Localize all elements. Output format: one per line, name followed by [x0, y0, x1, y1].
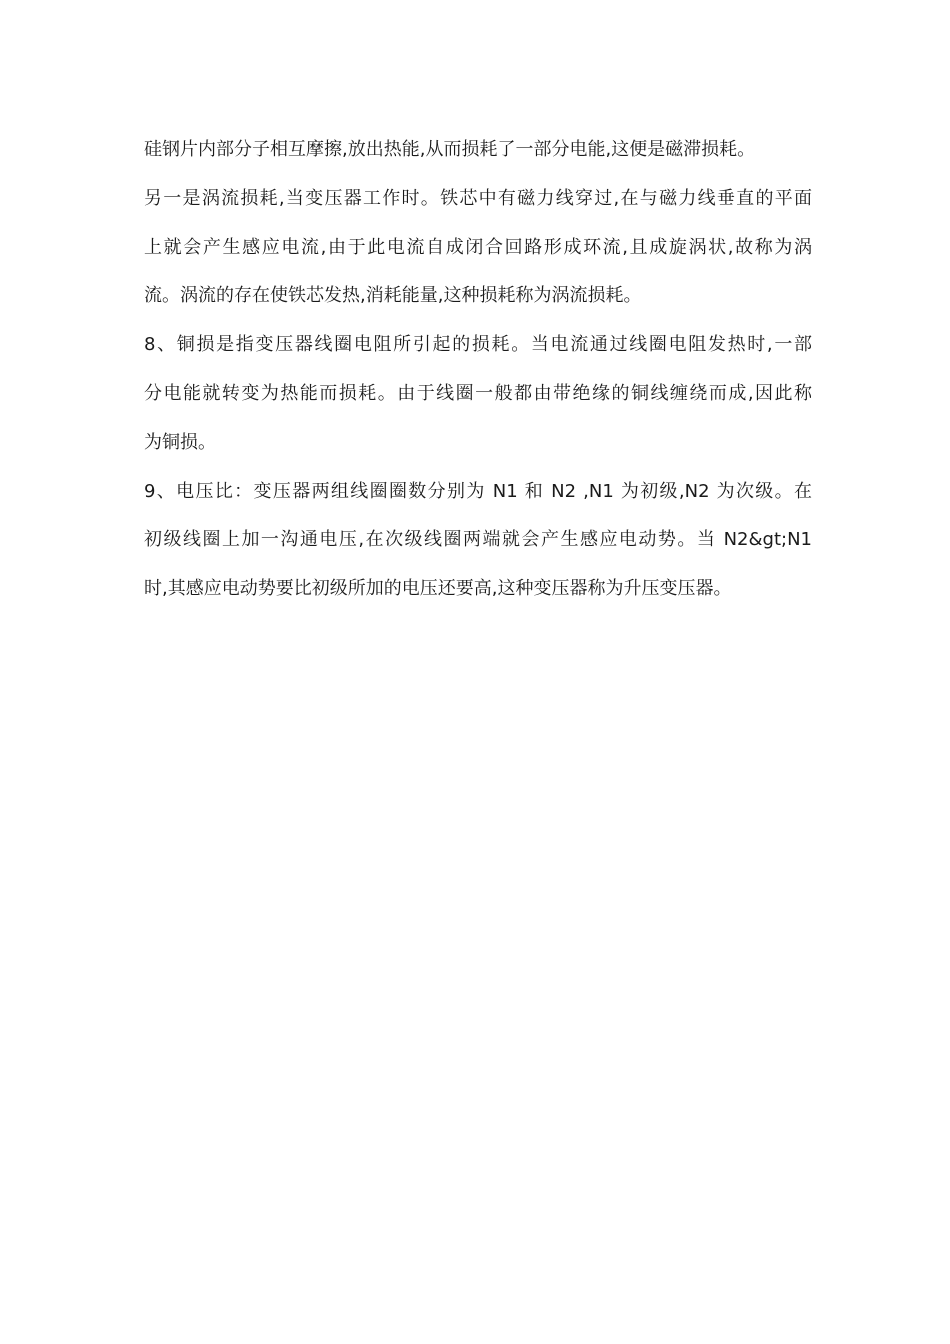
text-line-copper-3: 为铜损。 [144, 431, 216, 453]
text-line-hysteresis-end: 硅钢片内部分子相互摩擦,放出热能,从而损耗了一部分电能,这便是磁滞损耗。 [144, 139, 756, 160]
body-text [144, 126, 812, 614]
text-line-voltage-ratio-1: 9、电压比：变压器两组线圈圈数分别为 N1 和 N2 ,N1 为初级,N2 为次级。在 [144, 480, 812, 502]
text-line-voltage-ratio-2: 初级线圈上加一沟通电压,在次级线圈两端就会产生感应电动势。当 N2&gt;N1 [144, 529, 812, 551]
text-line-voltage-ratio-3: 时,其感应电动势要比初级所加的电压还要高,这种变压器称为升压变压器。 [144, 578, 732, 600]
text-line-copper-2: 分电能就转变为热能而损耗。由于线圈一般都由带绝缘的铜线缠绕而成,因此称 [144, 382, 812, 404]
text-line-eddy-2: 上就会产生感应电流,由于此电流自成闭合回路形成环流,且成旋涡状,故称为涡 [144, 236, 812, 258]
text-line-eddy-3: 流。涡流的存在使铁芯发热,消耗能量,这种损耗称为涡流损耗。 [144, 285, 642, 307]
text-line-eddy-1: 另一是涡流损耗,当变压器工作时。铁芯中有磁力线穿过,在与磁力线垂直的平面 [144, 187, 812, 209]
text-line-copper-1: 8、铜损是指变压器线圈电阻所引起的损耗。当电流通过线圈电阻发热时,一部 [144, 334, 812, 356]
